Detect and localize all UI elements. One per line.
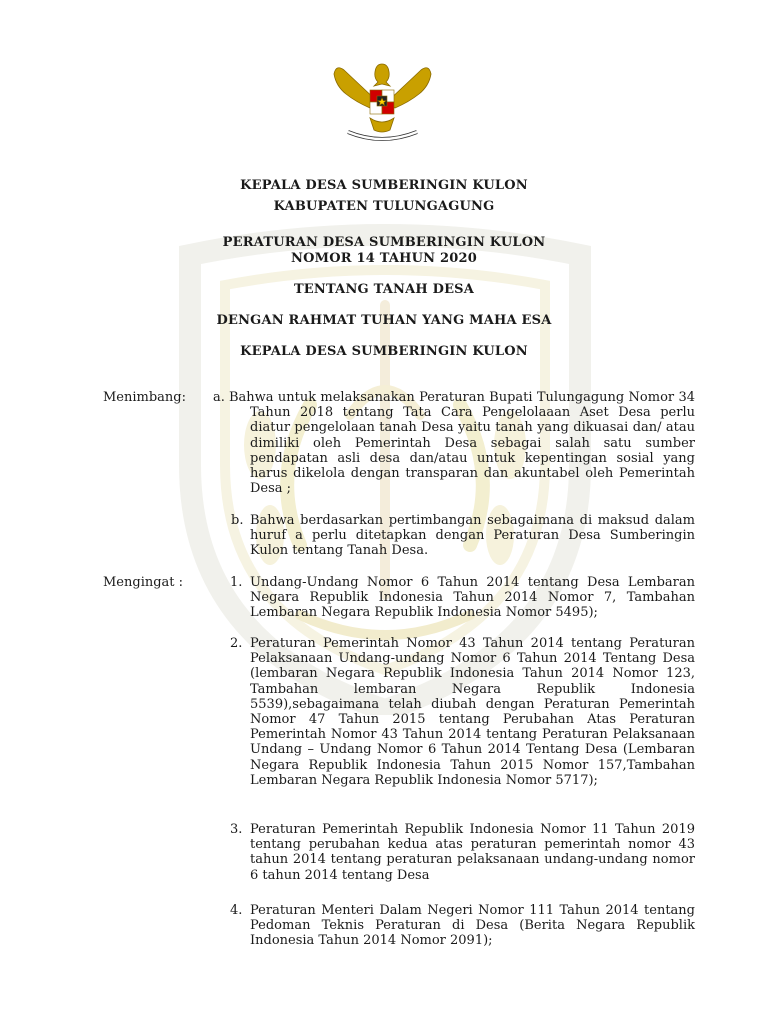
garuda-pancasila-icon [330,56,435,146]
menimbang-item-text: Bahwa untuk melaksanakan Peraturan Bupati Tulungagung Nomor 34 Tahun 2018 tentang Tata Cara Pengelolaaan Aset Desa perlu diatur pengelolaan tanah Desa yaitu tanah yang dikuasai dan/ atau dimiliki oleh Pemerintah Desa sebagai salah satu sumber pendapatan asli desa dan/atau untuk kepentingan sosial yang harus dikelola dengan transparan dan akuntabel oleh Pemerintah Desa ; [229,390,695,497]
authority-line: KEPALA DESA SUMBERINGIN KULON [240,344,528,359]
menimbang-item-number: b. [231,513,244,528]
menimbang-label: Menimbang: [103,390,187,405]
mengingat-label: Mengingat : [103,575,184,590]
menimbang-item-number: a. [213,390,225,405]
regulation-title: PERATURAN DESA SUMBERINGIN KULON [222,235,546,250]
mengingat-item-number: 4. [230,903,243,918]
mengingat-item-number: 2. [230,636,243,651]
mengingat-item-text: Undang-Undang Nomor 6 Tahun 2014 tentang Desa Lembaran Negara Republik Indonesia Tahun 2014 Nomor 7, Tambahan Lembaran Negara Republik Indonesia Nomor 5495); [250,575,695,621]
mengingat-item-text: Peraturan Pemerintah Republik Indonesia Nomor 11 Tahun 2019 tentang perubahan kedua atas peraturan pemerintah nomor 43 tahun 2014 tentang peraturan pelaksanaan undang-undang nomor 6 tahun 2014 tentang Desa [250,822,695,883]
menimbang-item-text: Bahwa berdasarkan pertimbangan sebagaimana di maksud dalam huruf a perlu ditetapkan dengan Peraturan Desa Sumberingin Kulon tentang Tanah Desa. [250,513,695,559]
regency-title: KABUPATEN TULUNGAGUNG [273,199,495,214]
regulation-subject: TENTANG TANAH DESA [293,282,475,297]
invocation-line: DENGAN RAHMAT TUHAN YANG MAHA ESA [216,313,552,328]
mengingat-item-number: 3. [230,822,243,837]
regulation-number: NOMOR 14 TAHUN 2020 [291,251,477,266]
mengingat-item-text: Peraturan Pemerintah Nomor 43 Tahun 2014 tentang Peraturan Pelaksanaan Undang-undang Nomor 6 Tahun 2014 Tentang Desa (lembaran Negara Republik Indonesia Tahun 2014 Nomor 123, Tambahan lembaran Negara Republik Indonesia 5539),sebagaimana telah diubah dengan Peraturan Pemerintah Nomor 47 Tahun 2015 tentang Perubahan Atas Peraturan Pemerintah Nomor 43 Tahun 2014 tentang Peraturan Pelaksanaan Undang – Undang Nomor 6 Tahun 2014 Tentang Desa (Lembaran Negara Republik Indonesia Tahun 2015 Nomor 157,Tambahan Lembaran Negara Republik Indonesia Nomor 5717); [250,636,695,788]
institution-title: KEPALA DESA SUMBERINGIN KULON [240,178,528,193]
mengingat-item-number: 1. [230,575,243,590]
mengingat-item-text: Peraturan Menteri Dalam Negeri Nomor 111 Tahun 2014 tentang Pedoman Teknis Peraturan di Desa (Berita Negara Republik Indonesia Tahun 2014 Nomor 2091); [250,903,695,949]
